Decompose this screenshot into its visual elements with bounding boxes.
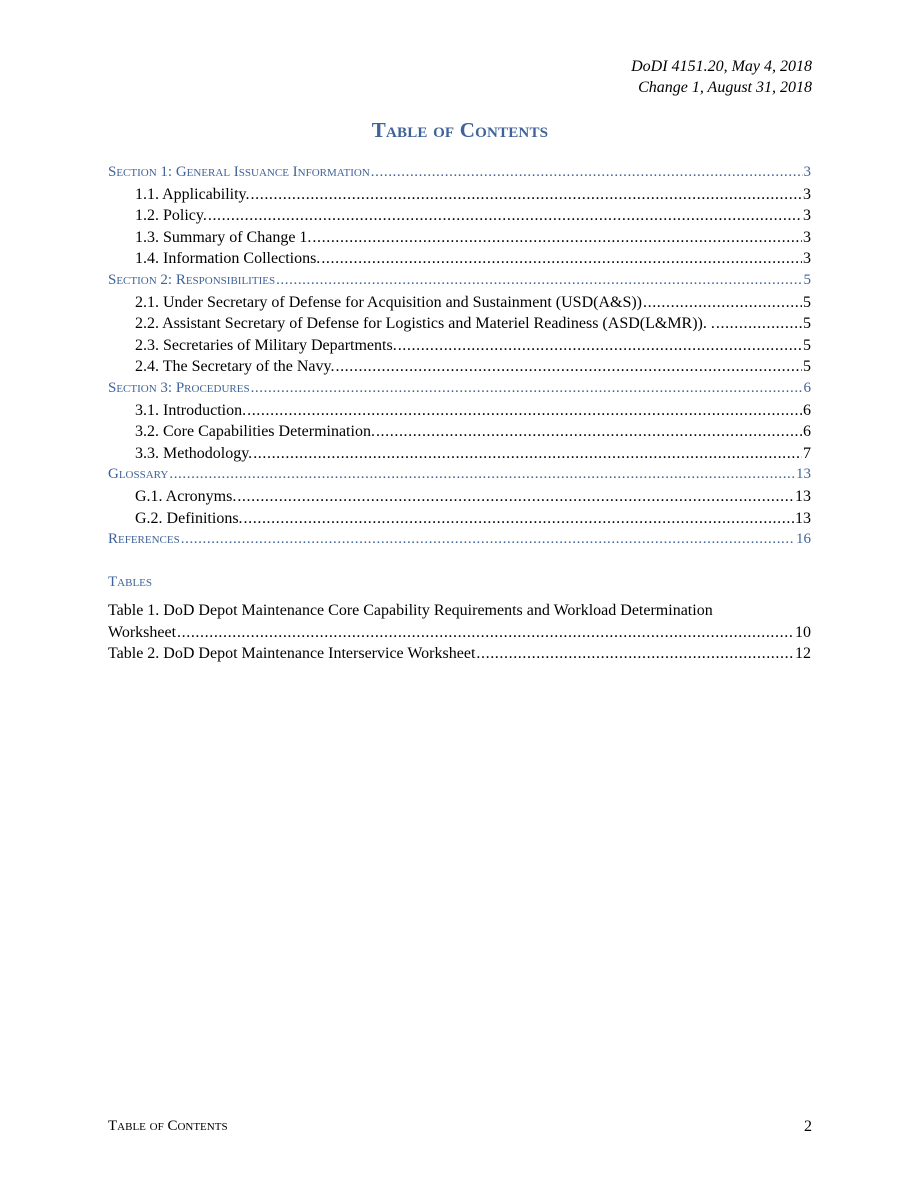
document-header [631,56,812,98]
toc-entry-label: 1.3. Summary of Change 1. [135,228,312,246]
dot-leader [476,645,794,663]
table-entry-page: 10 [795,623,811,641]
toc-entry-page: 5 [803,271,811,288]
page-number: 2 [804,1118,812,1135]
table-list-entry[interactable] [108,645,811,667]
toc-entry-label: References [108,531,180,548]
header-doc-id: DoDI 4151.20, May 4, 2018 [631,58,812,75]
dot-leader [321,250,802,268]
dot-leader [247,402,802,420]
dot-leader [716,315,802,333]
toc-entry-label: 2.4. The Secretary of the Navy. [135,358,335,376]
toc-entry-label: 1.2. Policy. [135,207,207,225]
toc-entry-page: 3 [803,207,811,225]
toc-entry-label: G.1. Acronyms. [135,487,237,505]
toc-entry-page: 5 [803,293,811,311]
toc-subsection-entry[interactable] [108,358,811,380]
toc-entry-page: 6 [803,423,811,441]
toc-subsection-entry[interactable] [108,250,811,272]
toc-entry-label: G.2. Definitions. [135,509,243,527]
toc-section-entry[interactable] [108,531,811,553]
toc-subsection-entry[interactable] [108,423,811,445]
toc-subsection-entry[interactable] [108,402,811,424]
toc-entry-page: 6 [803,401,811,419]
tables-heading: Tables [108,574,152,590]
dot-leader [169,466,795,483]
page-title: Table of Contents [371,118,549,142]
dot-leader [251,380,803,397]
toc-subsection-entry[interactable] [108,229,811,251]
toc-subsection-entry[interactable] [108,207,811,229]
dot-leader [244,510,794,528]
toc-entry-page: 16 [796,531,811,548]
table-entry-title: Table 1. DoD Depot Maintenance Core Capability Requirements and Workload Determination [108,602,713,619]
toc-entry-page: 5 [803,358,811,376]
toc-entry-label: 2.2. Assistant Secretary of Defense for Logistics and Materiel Readiness (ASD(L&MR)). . [135,315,715,333]
toc-entry-page: 3 [803,185,811,203]
toc-subsection-entry[interactable] [108,510,811,532]
dot-leader [253,445,802,463]
header-change: Change 1, August 31, 2018 [638,79,812,96]
dot-leader [181,531,795,548]
toc-entry-page: 3 [803,164,811,180]
table-entry-label: Table 2. DoD Depot Maintenance Interservice Worksheet [108,645,476,663]
list-of-tables [108,602,811,667]
toc-subsection-entry[interactable] [108,186,811,208]
dot-leader [398,337,802,355]
toc-entry-page: 5 [803,336,811,354]
toc-entry-label: 2.1. Under Secretary of Defense for Acquisition and Sustainment (USD(A&S)) [135,293,642,311]
toc-entry-label: 3.1. Introduction. [135,401,247,419]
toc-entry-page: 13 [795,509,811,527]
dot-leader [177,624,794,642]
toc-entry-label: Section 3: Procedures [108,379,250,396]
toc-entry-label: 2.3. Secretaries of Military Departments. [135,336,397,354]
toc-entry-label: 1.4. Information Collections. [135,250,321,268]
page-footer [108,1118,812,1136]
toc-entry-page: 3 [803,228,811,246]
toc-subsection-entry[interactable] [108,294,811,316]
dot-leader [376,423,802,441]
toc-entry-page: 13 [796,466,811,483]
toc-section-entry[interactable] [108,164,811,186]
toc-entry-label: 3.3. Methodology. [135,444,253,462]
toc-entry-page: 6 [803,379,811,396]
toc-entry-label: Section 1: General Issuance Information [108,164,370,180]
toc-entry-label: 3.2. Core Capabilities Determination. [135,423,375,441]
toc-entry-page: 13 [795,487,811,505]
dot-leader [208,207,802,225]
dot-leader [276,272,802,289]
toc-section-entry[interactable] [108,272,811,294]
table-list-entry[interactable] [108,602,811,645]
toc-entry-page: 3 [803,250,811,268]
toc-entry-page: 5 [803,315,811,333]
toc-entry-page: 7 [803,444,811,462]
toc-entry-label: 1.1. Applicability. [135,185,250,203]
table-entry-label: Worksheet [108,623,177,641]
dot-leader [237,488,794,506]
dot-leader [371,164,803,181]
toc-subsection-entry[interactable] [108,445,811,467]
dot-leader [312,229,802,247]
toc-subsection-entry[interactable] [108,488,811,510]
table-entry-page: 12 [795,645,811,663]
table-of-contents [108,164,811,553]
toc-subsection-entry[interactable] [108,315,811,337]
footer-title: Table of Contents [108,1118,228,1134]
dot-leader [335,358,802,376]
dot-leader [643,294,802,312]
toc-subsection-entry[interactable] [108,337,811,359]
toc-section-entry[interactable] [108,380,811,402]
dot-leader [251,186,802,204]
toc-entry-label: Glossary [108,466,169,483]
toc-section-entry[interactable] [108,466,811,488]
toc-entry-label: Section 2: Responsibilities [108,271,276,288]
